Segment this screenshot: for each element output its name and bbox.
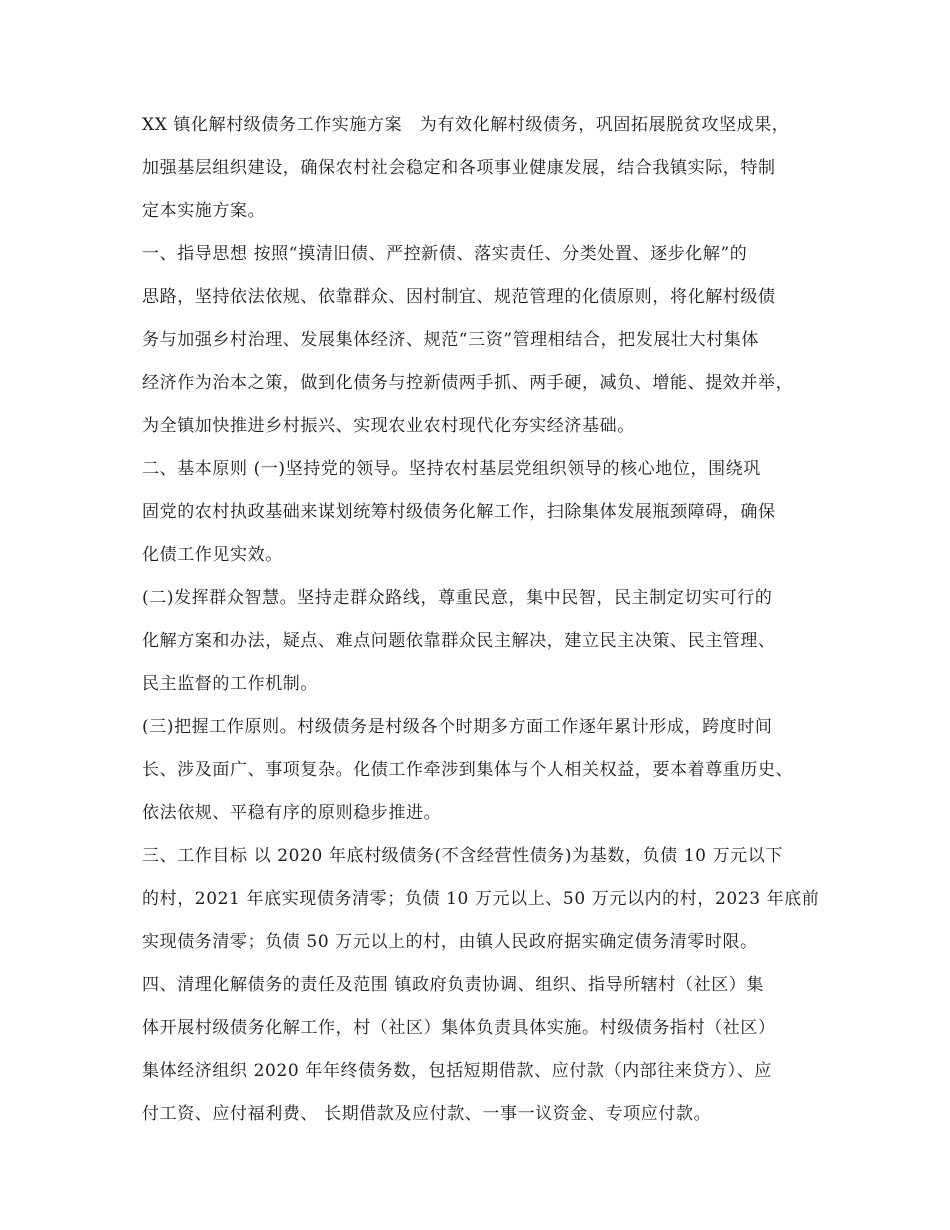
- text-line: 化债工作见实效。: [142, 545, 283, 565]
- text-line: 依法依规、平稳有序的原则稳步推进。: [142, 803, 442, 823]
- text-line: 民主监督的工作机制。: [142, 674, 318, 694]
- text-line: 务与加强乡村治理、发展集体经济、规范“三资”管理相结合，把发展壮大村集体: [142, 330, 759, 350]
- text-line: 集体经济组织 2020 年年终债务数，包括短期借款、应付款（内部往来贷方）、应: [142, 1061, 772, 1081]
- text-line: 固党的农村执政基础来谋划统筹村级债务化解工作，扫除集体发展瓶颈障碍，确保: [142, 502, 776, 522]
- text-line: 一、指导思想 按照“摸清旧债、严控新债、落实责任、分类处置、逐步化解”的: [142, 244, 748, 264]
- text-line: 体开展村级债务化解工作，村（社区）集体负责具体实施。村级债务指村（社区）: [142, 1018, 776, 1038]
- text-line: 三、工作目标 以 2020 年底村级债务(不含经营性债务)为基数，负债 10 万元以下: [142, 846, 783, 866]
- document-body: [142, 110, 832, 1142]
- text-line: 定本实施方案。: [142, 201, 266, 221]
- text-line: 长、涉及面广、事项复杂。化债工作牵涉到集体与个人相关权益，要本着尊重历史、: [142, 760, 794, 780]
- text-line: 的村，2021 年底实现债务清零；负债 10 万元以上、50 万元以内的村，2023 年底前: [142, 889, 820, 909]
- text-line: 经济作为治本之策，做到化债务与控新债两手抓、两手硬，减负、增能、提效并举，: [142, 373, 794, 393]
- text-line: XX 镇化解村级债务工作实施方案 为有效化解村级债务，巩固拓展脱贫攻坚成果，: [142, 115, 790, 135]
- text-line: 付工资、应付福利费、 长期借款及应付款、一事一议资金、专项应付款。: [142, 1104, 712, 1124]
- text-line: 实现债务清零；负债 50 万元以上的村，由镇人民政府据实确定债务清零时限。: [142, 932, 758, 952]
- text-line: 为全镇加快推进乡村振兴、实现农业农村现代化夯实经济基础。: [142, 416, 635, 436]
- text-line: (三)把握工作原则。村级债务是村级各个时期多方面工作逐年累计形成，跨度时间: [142, 717, 773, 737]
- text-line: 思路，坚持依法依规、依靠群众、因村制宜、规范管理的化债原则，将化解村级债: [142, 287, 776, 307]
- text-line: 化解方案和办法，疑点、难点问题依靠群众民主解决，建立民主决策、民主管理、: [142, 631, 776, 651]
- text-line: 加强基层组织建设，确保农村社会稳定和各项事业健康发展，结合我镇实际，特制: [142, 158, 776, 178]
- text-line: 二、基本原则 (一)坚持党的领导。坚持农村基层党组织领导的核心地位，围绕巩: [142, 459, 761, 479]
- text-line: 四、清理化解债务的责任及范围 镇政府负责协调、组织、指导所辖村（社区）集: [142, 975, 765, 995]
- text-line: (二)发挥群众智慧。坚持走群众路线，尊重民意，集中民智，民主制定切实可行的: [142, 588, 773, 608]
